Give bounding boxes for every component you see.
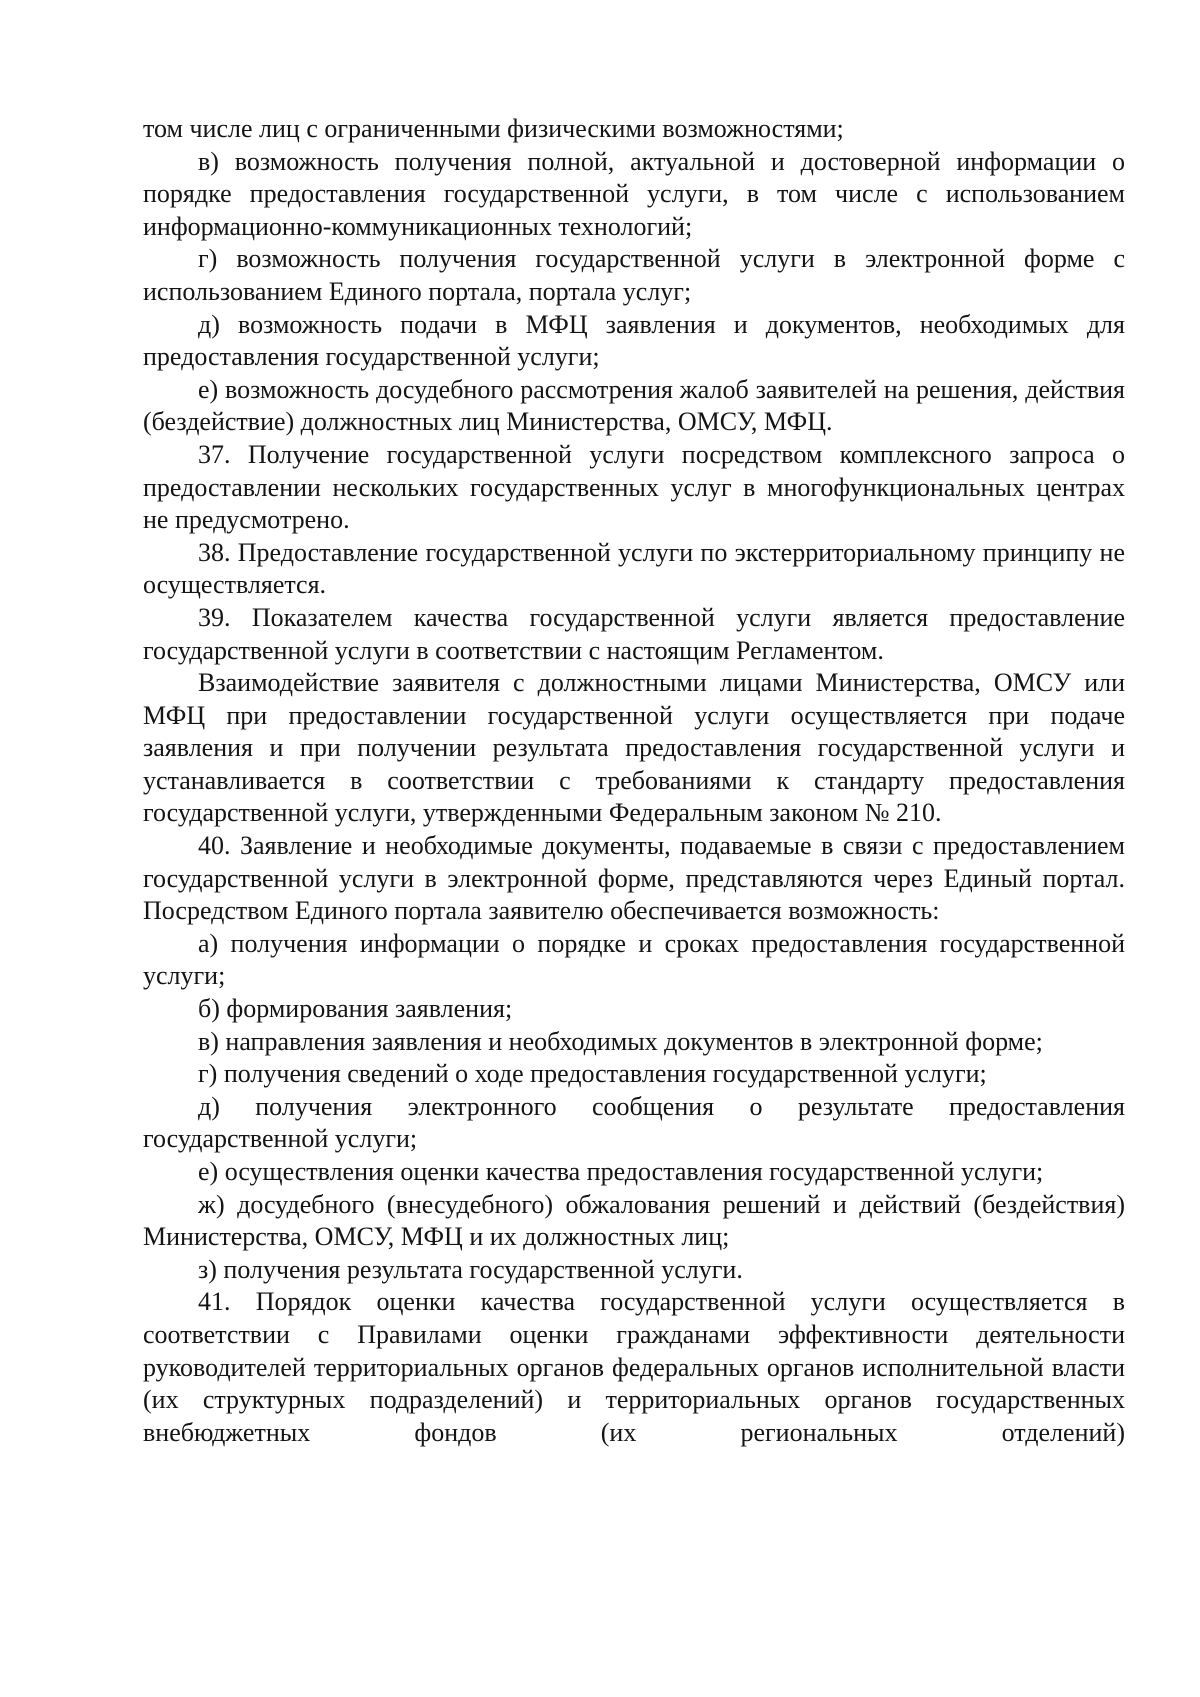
clause-38: 38. Предоставление государственной услуги по экстерриториальному принципу не осуществляется. xyxy=(143,537,1125,600)
list-item-v2: в) направления заявления и необходимых документов в электронной форме; xyxy=(198,1026,1043,1056)
list-item-zh: ж) досудебного (внесудебного) обжалования решений и действий (бездействия) Министерства, ОМСУ, МФЦ и их должностных лиц; xyxy=(143,1189,1125,1252)
list-item-d2: д) получения электронного сообщения о результате предоставления государственной услуги; xyxy=(143,1091,1125,1154)
list-item-g: г) возможность получения государственной услуги в электронной форме с использованием Единого портала, портала услуг; xyxy=(143,244,1125,306)
clause-37: 37. Получение государственной услуги посредством комплексного запроса о предоставлении нескольких государственных услуг в многофункциональных центрах не предусмотрено. xyxy=(143,439,1125,535)
list-item-e2: е) осуществления оценки качества предоставления государственной услуги; xyxy=(198,1157,1044,1186)
list-item-z: з) получения результата государственной услуги. xyxy=(198,1254,743,1284)
list-item-a: а) получения информации о порядке и сроках предоставления государственной услуги; xyxy=(143,928,1125,991)
clause-39: 39. Показателем качества государственной услуги является предоставление государственной услуги в соответствии с настоящим Регламентом. xyxy=(143,602,1125,665)
paragraph-interaction: Взаимодействие заявителя с должностными лицами Министерства, ОМСУ или МФЦ при предоставлении государственной услуги осуществляется при подаче заявления и при получении результата предоставления государственной услуги и устанавливается в соответствии с требованиями к стандарту предоставления государственной услуги, утвержденными Федеральным законом № 210. xyxy=(143,668,1125,828)
clause-41: 41. Порядок оценки качества государственной услуги осуществляется в соответствии с Правилами оценки гражданами эффективности деятельности руководителей территориальных органов федеральных органов исполнительной власти (их структурных подразделений) и территориальных органов государственных внебюджетных фондов (их региональных отделений) xyxy=(143,1287,1125,1447)
list-item-g2: г) получения сведений о ходе предоставления государственной услуги; xyxy=(198,1059,987,1089)
paragraph-continuation: том числе лиц с ограниченными физическими возможностями; xyxy=(143,114,844,143)
clause-40: 40. Заявление и необходимые документы, подаваемые в связи с предоставлением государственной услуги в электронной форме, представляются через Единый портал. Посредством Единого портала заявителю обеспечивается возможность: xyxy=(143,831,1125,926)
list-item-v: в) возможность получения полной, актуальной и достоверной информации о порядке предоставления государственной услуги, в том числе с использованием информационно-коммуникационных технологий; xyxy=(143,146,1125,241)
list-item-b: б) формирования заявления; xyxy=(198,994,513,1024)
document-page xyxy=(143,113,1125,1449)
list-item-d: д) возможность подачи в МФЦ заявления и документов, необходимых для предоставления государственной услуги; xyxy=(143,309,1125,372)
list-item-e: е) возможность досудебного рассмотрения жалоб заявителей на решения, действия (бездействие) должностных лиц Министерства, ОМСУ, МФЦ. xyxy=(143,374,1125,437)
